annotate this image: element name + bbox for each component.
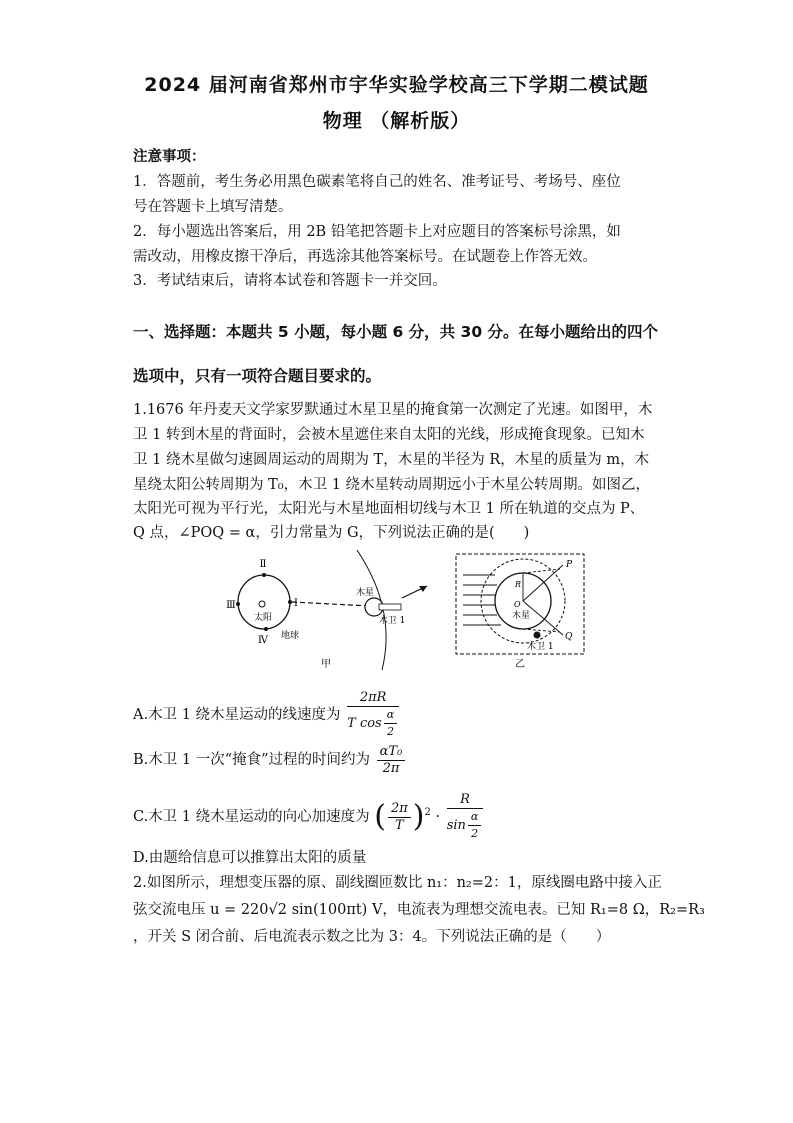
fraction-denominator: 2 [386, 725, 394, 738]
section-heading: 一、选择题：本题共 5 小题，每小题 6 分，共 30 分。在每小题给出的四个 [133, 323, 659, 341]
half-angle [468, 809, 481, 842]
orbit-point [288, 600, 292, 604]
fraction-denominator [447, 809, 484, 842]
orbit-point [262, 573, 266, 577]
half-angle [384, 707, 397, 740]
denominator-text: T cos [347, 716, 382, 731]
orbit-point [264, 627, 268, 631]
fig-label: Ⅳ [258, 635, 268, 646]
denominator-text: sin [446, 818, 466, 833]
fig-label: O [514, 600, 521, 609]
option-d: D.由题给信息可以推算出太阳的质量 [133, 850, 367, 866]
option-c [133, 792, 485, 842]
formula-fraction [388, 801, 411, 834]
notice-line: 2．每小题选出答案后，用 2B 铅笔把答题卡上对应题目的答案标号涂黑，如 [133, 224, 621, 240]
figure-caption: 甲 [321, 659, 331, 670]
fraction-numerator: α [384, 707, 397, 724]
option-b-text: B.木卫 1 一次“掩食”过程的时间约为 [133, 752, 371, 768]
option-b [133, 742, 407, 778]
question-text: 1.1676 年丹麦天文学家罗默通过木星卫星的掩食第一次测定了光速。如图甲，木 [133, 402, 653, 418]
fig-label: 地球 [280, 631, 300, 641]
section-heading: 选项中，只有一项符合题目要求的。 [133, 367, 382, 385]
satellite-shadow [379, 604, 401, 610]
notice-line: 号在答题卡上填写清楚。 [133, 199, 293, 215]
paren: ) [412, 799, 425, 834]
fig-label: 木卫 1 [527, 642, 554, 652]
fig-label: Ⅲ [226, 600, 236, 611]
fraction-numerator: 2π [388, 801, 411, 818]
option-a [133, 690, 401, 740]
notice-line: 3．考试结束后，请将本试卷和答题卡一并交回。 [133, 273, 447, 289]
fig-label: 木卫 1 [378, 616, 406, 626]
paren: ( [374, 799, 386, 834]
fig-label: R [515, 580, 522, 589]
figure-orbit-diagram [222, 550, 447, 670]
figure-eclipse-diagram [455, 553, 585, 670]
fraction-numerator: αT₀ [377, 744, 406, 761]
fig-label: Ⅰ [294, 598, 298, 609]
fig-label: 木星 [512, 611, 531, 621]
question-text: 2.如图所示，理想变压器的原、副线圈匝数比 n₁：n₂=2：1，原线圈电路中接入正 [133, 875, 662, 891]
formula-fraction [377, 744, 406, 777]
notice-heading: 注意事项： [133, 149, 206, 165]
notice-line: 需改动，用橡皮擦干净后，再选涂其他答案标号。在试题卷上作答无效。 [133, 249, 597, 265]
fraction-denominator: T [395, 817, 404, 833]
page-subtitle: 物理 （解析版） [322, 110, 471, 132]
fig-label: 木星 [355, 588, 375, 598]
option-c-text: C.木卫 1 绕木星运动的向心加速度为 [133, 809, 370, 825]
orbit-point [236, 602, 240, 606]
fraction-numerator: 2πR [347, 690, 399, 707]
sun-marker [259, 601, 265, 607]
fig-label: Q [565, 632, 573, 642]
figure-caption: 乙 [515, 659, 525, 670]
dot-operator: · [435, 809, 441, 825]
formula-fraction [447, 792, 484, 842]
question-text: 卫 1 绕木星做匀速圆周运动的周期为 T，木星的半径为 R，木星的质量为 m，木 [133, 452, 650, 468]
option-a-text: A.木卫 1 绕木星运动的线速度为 [133, 707, 341, 723]
fraction-denominator [347, 707, 399, 740]
fraction-numerator: α [468, 809, 481, 826]
notice-line: 1．答题前，考生务必用黑色碳素笔将自己的姓名、准考证号、考场号、座位 [133, 174, 621, 190]
question-text: 太阳光可视为平行光，太阳光与木星地面相切线与木卫 1 所在轨道的交点为 P、 [133, 501, 645, 517]
page-title: 2024 届河南省郑州市宇华实验学校高三下学期二模试题 [144, 74, 649, 96]
fig-label: 太阳 [253, 613, 273, 623]
question-text: ，开关 S 闭合前、后电流表示数之比为 3：4。下列说法正确的是（ ） [133, 929, 611, 945]
fraction-denominator: 2π [382, 760, 400, 776]
question-text: 卫 1 转到木星的背面时，会被木星遮住来自太阳的光线，形成掩食现象。已知木 [133, 427, 645, 443]
question-text: 弦交流电压 u = 220√2 sin(100πt) V，电流表为理想交流电表。已知 R₁=8 Ω，R₂=R₃ [133, 902, 705, 918]
fraction-denominator: 2 [471, 827, 479, 840]
fraction-numerator: R [447, 792, 484, 809]
formula-fraction [347, 690, 399, 740]
satellite-dot [534, 632, 541, 639]
sight-line [292, 602, 370, 606]
fig-label: Ⅱ [259, 559, 267, 570]
question-text: Q 点，∠POQ = α，引力常量为 G，下列说法正确的是( ) [133, 525, 530, 541]
fig-label: P [566, 560, 573, 570]
question-text: 星绕太阳公转周期为 T₀，木卫 1 绕木星转动周期远小于木星公转周期。如图乙， [133, 477, 651, 493]
exponent: 2 [424, 807, 431, 819]
